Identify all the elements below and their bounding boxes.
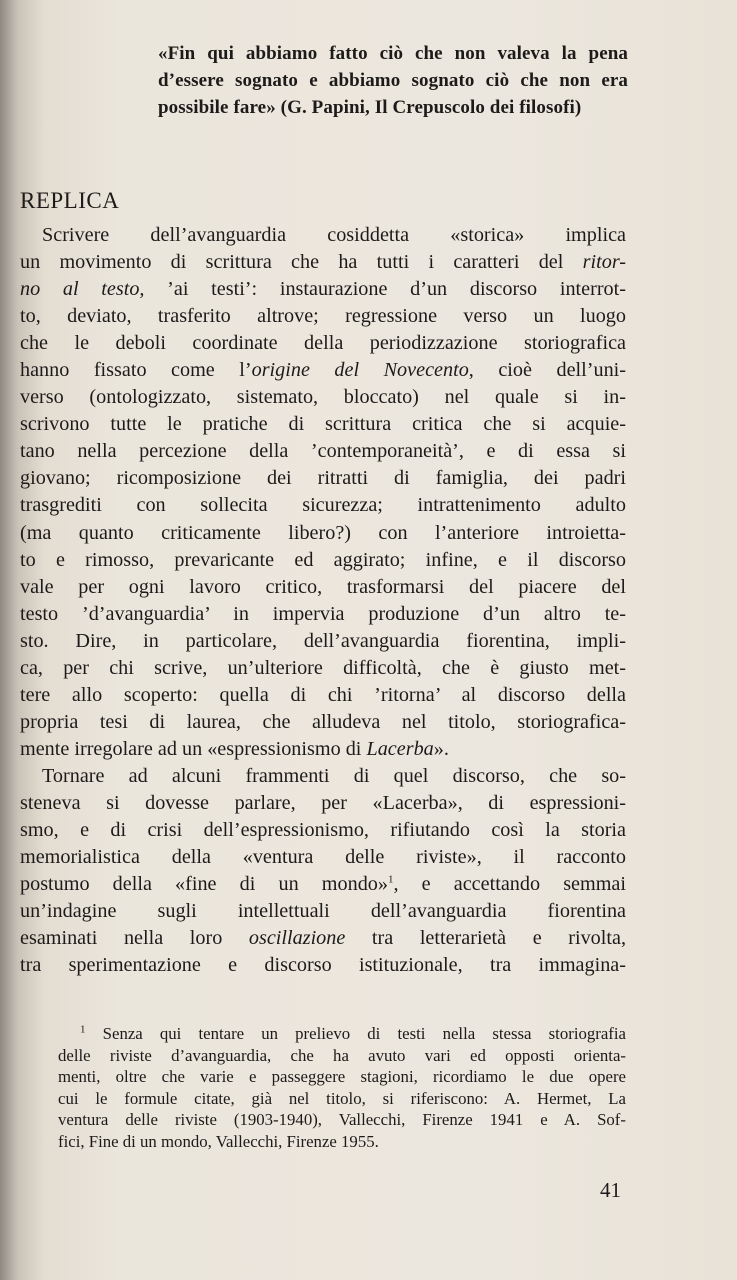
text-line: trasgrediti con sollecita sicurezza; intrattenimento adulto (20, 494, 626, 517)
text-line: giovano; ricomposizione dei ritratti di famiglia, dei padri (20, 467, 626, 490)
italic-text: ritor- (582, 251, 626, 274)
text-line-segment: tra letterarietà e rivolta, (345, 927, 626, 950)
text-line-segment: , cioè dell’uni- (468, 359, 626, 382)
text-line: ca, per chi scrive, un’ulteriore difficoltà, che è giusto met- (20, 656, 626, 679)
text-line: che le deboli coordinate della periodizzazione storiografica (20, 332, 626, 355)
text-line: (ma quanto criticamente libero?) con l’anteriore introietta- (20, 521, 626, 544)
text-line: testo ’d’avanguardia’ in impervia produzione d’un altro te- (20, 602, 626, 625)
footnote-line: ventura delle riviste (1903-1940), Vallecchi, Firenze 1941 e A. Sof- (58, 1110, 626, 1129)
epigraph: «Fin qui abbiamo fatto ciò che non valeva la pena d’essere sognato e abbiamo sognato ciò che non era possibile fare» (G. Papini, Il Crepuscolo dei filosofi) (158, 43, 628, 118)
text-line: propria tesi di laurea, che alludeva nel titolo, storiografica- (20, 710, 626, 733)
text-line: Tornare ad alcuni frammenti di quel discorso, che so- (42, 764, 626, 787)
text-line: memorialistica della «ventura delle riviste», il racconto (20, 846, 626, 869)
italic-text: oscillazione (248, 927, 346, 950)
italic-text: no al testo, (20, 278, 145, 301)
footnote-number: 1 (80, 1023, 86, 1036)
text-line: tere allo scoperto: quella di chi ’ritorna’ al discorso della (20, 683, 626, 706)
body-text (20, 222, 626, 979)
text-line-segment: mente irregolare ad un «espressionismo di (20, 737, 367, 760)
text-line: Scrivere dell’avanguardia cosiddetta «storica» implica (42, 224, 626, 246)
text-line (20, 249, 626, 276)
text-line-segment: un movimento di scrittura che ha tutti i caratteri del (20, 251, 583, 274)
text-line-segment: ’ai testi’: instaurazione d’un discorso interrot- (144, 278, 626, 301)
text-line: verso (ontologizzato, sistemato, bloccato) nel quale si in- (20, 386, 626, 409)
footnote-line: menti, oltre che varie e passeggere stagioni, ricordiamo le due opere (58, 1067, 626, 1086)
footnote-text: Senza qui tentare un prelievo di testi nella stessa storiografia (102, 1024, 626, 1043)
section-heading: REPLICA (20, 188, 120, 213)
text-line-segment: postumo della «fine di un mondo» (20, 873, 388, 896)
italic-text: Lacerba (366, 737, 434, 760)
text-line-segment: esaminati nella loro (20, 927, 249, 950)
text-line: to e rimosso, prevaricante ed aggirato; infine, e il discorso (20, 548, 626, 571)
footnote-line (58, 1023, 626, 1045)
text-line: steneva si dovesse parlare, per «Lacerba», di espressioni- (20, 791, 626, 814)
text-line-segment: ». (433, 737, 449, 760)
text-line: tano nella percezione della ’contemporaneità’, e di essa si (20, 440, 626, 463)
footnote-line: delle riviste d’avanguardia, che ha avuto vari ed opposti orienta- (58, 1045, 626, 1065)
text-line: scrivono tutte le pratiche di scrittura critica che si acquie- (20, 413, 626, 436)
footnote (58, 1023, 626, 1152)
italic-text: origine del Novecento (251, 359, 469, 382)
text-line: to, deviato, trasferito altrove; regressione verso un luogo (20, 305, 626, 328)
text-line: vale per ogni lavoro critico, trasformarsi del piacere del (20, 575, 626, 598)
text-line (20, 736, 626, 763)
footnote-ref: 1 (387, 873, 394, 886)
text-line: sto. Dire, in particolare, dell’avanguardia fiorentina, impli- (20, 629, 626, 652)
text-line: un’indagine sugli intellettuali dell’avanguardia fiorentina (20, 900, 626, 923)
footnote-line: cui le formule citate, già nel titolo, si riferiscono: A. Hermet, La (58, 1088, 626, 1108)
text-line: smo, e di crisi dell’espressionismo, rifiutando così la storia (20, 819, 626, 842)
text-line: tra sperimentazione e discorso istituzionale, tra immagina- (20, 954, 626, 977)
text-line (20, 925, 626, 952)
text-line-segment: , e accettando semmai (393, 873, 626, 896)
text-line (20, 276, 626, 303)
page-number: 41 (600, 1178, 621, 1202)
text-line (20, 871, 626, 898)
text-line (20, 357, 626, 384)
footnote-line: fici, Fine di un mondo, Vallecchi, Firenze 1955. (58, 1131, 379, 1151)
text-line-segment: hanno fissato come l’ (20, 359, 252, 382)
